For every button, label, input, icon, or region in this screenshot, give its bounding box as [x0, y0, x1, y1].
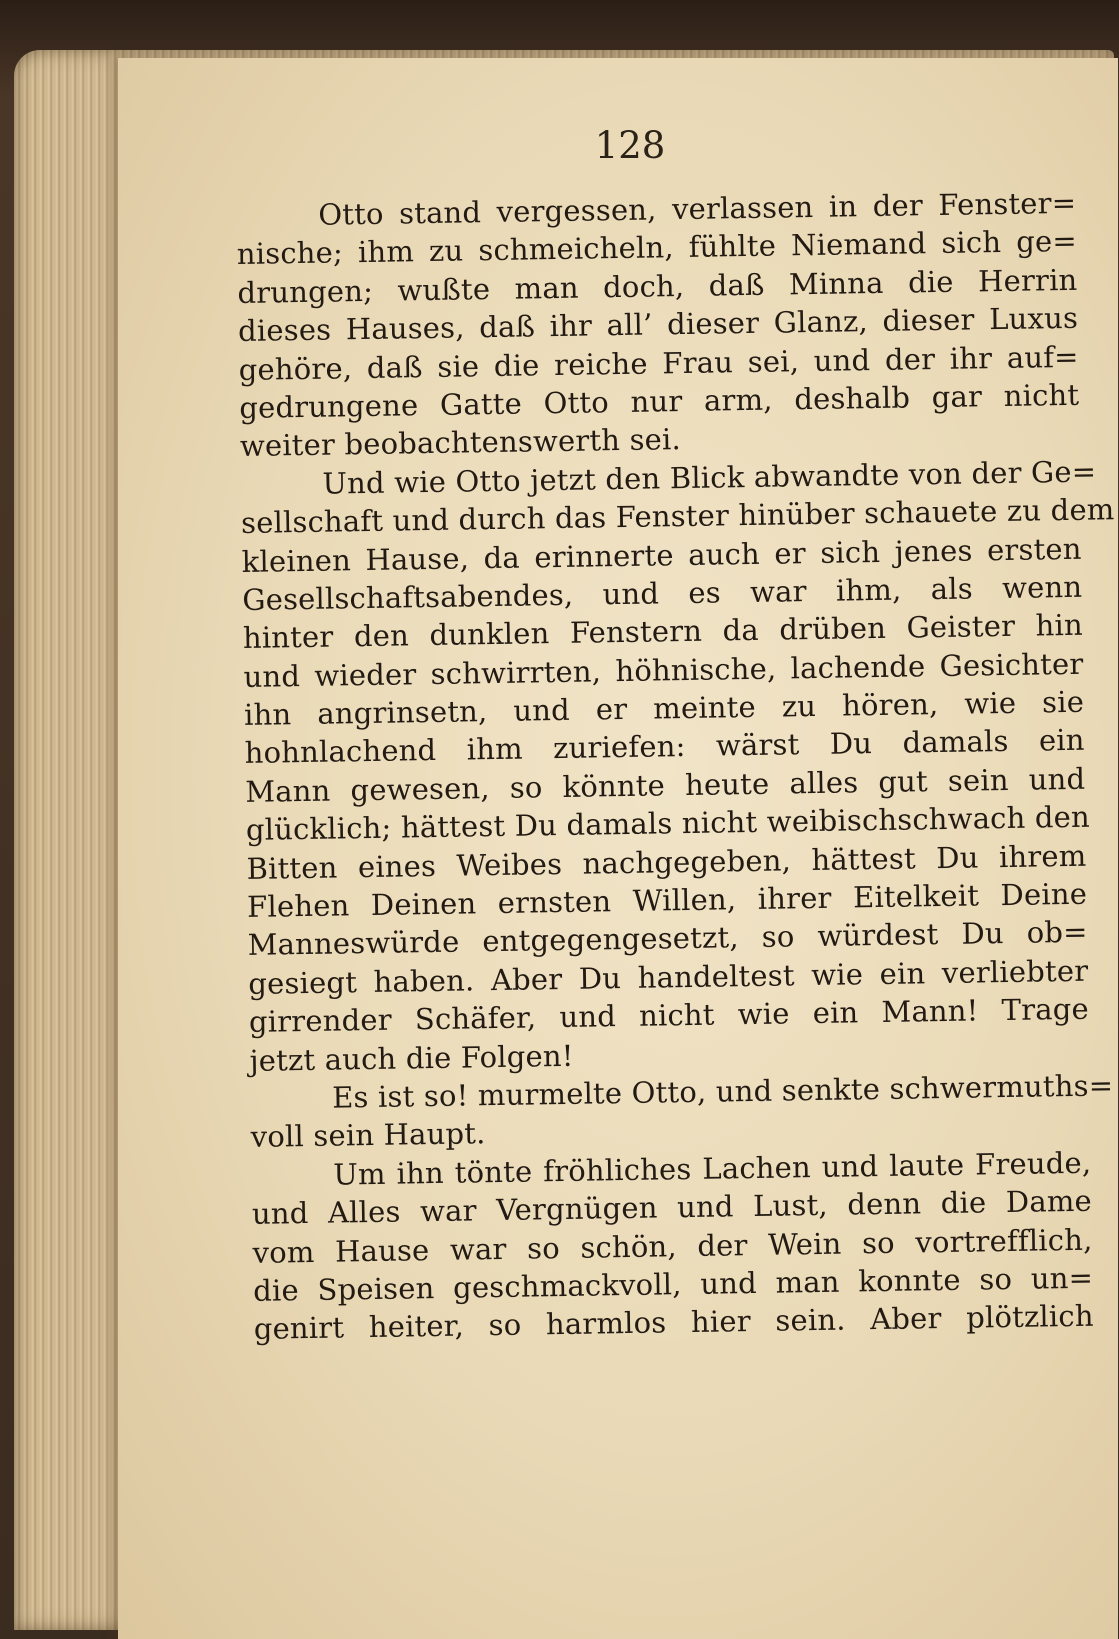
text-line: hohnlachend ihm zuriefen: wärst Du damals ein [244, 723, 1085, 771]
text-line: sellschaft und durch das Fenster hinüber schauete zu dem [240, 492, 1115, 541]
text-line: Um ihn tönte fröhliches Lachen und laute Freude, [333, 1145, 1092, 1192]
text-line: Flehen Deinen ernsten Willen, ihrer Eitelkeit Deine [246, 876, 1088, 924]
text-line: Gesellschaftsabendes, und es war ihm, als wenn [242, 569, 1083, 617]
text-line: jetzt auch die Folgen! [249, 1038, 574, 1078]
text-line: Bitten eines Weibes nachgegeben, hättest Du ihrem [246, 838, 1087, 886]
text-line: die Speisen geschmackvoll, und man konnte so un= [252, 1260, 1094, 1308]
text-line: gehöre, daß sie die reiche Frau sei, und der ihr auf= [238, 339, 1079, 387]
body-text [236, 184, 1115, 1349]
text-line: weiter beobachtenswerth sei. [239, 422, 682, 464]
text-line: drungen; wußte man doch, daß Minna die Herrin [237, 262, 1078, 310]
text-line: Es ist so! murmelte Otto, und senkte schwermuths= [331, 1068, 1114, 1115]
text-line: und Alles war Vergnügen und Lust, denn die Dame [251, 1183, 1093, 1232]
text-line: Manneswürde entgegengesetzt, so würdest Du ob= [247, 915, 1088, 963]
text-line: nische; ihm zu schmeicheln, fühlte Niemand sich ge= [236, 224, 1078, 272]
text-line: voll sein Haupt. [250, 1116, 486, 1155]
text-line: kleinen Hause, da erinnerte auch er sich jenes ersten [241, 531, 1082, 579]
text-line: vom Hause war so schön, der Wein so vortrefflich, [252, 1222, 1093, 1270]
text-line: Otto stand vergessen, verlassen in der Fenster= [318, 185, 1077, 232]
text-line: Mann gewesen, so könnte heute alles gut sein und [245, 761, 1086, 809]
text-line: gesiegt haben. Aber Du handeltest wie ein verliebter [248, 953, 1089, 1001]
text-line: hinter den dunklen Fenstern da drüben Geister hin [242, 608, 1084, 656]
text-line: genirt heiter, so harmlos hier sein. Aber plötzlich [253, 1298, 1094, 1347]
text-line: Und wie Otto jetzt den Blick abwandte von der Ge= [322, 454, 1097, 501]
text-line: girrender Schäfer, und nicht wie ein Mann! Trage [248, 991, 1090, 1040]
text-line: ihn angrinsetn, und er meinte zu hören, wie sie [243, 684, 1085, 733]
text-line: und wieder schwirrten, höhnische, lachende Gesichter [243, 646, 1084, 694]
text-line: gedrungene Gatte Otto nur arm, deshalb gar nicht [239, 377, 1080, 425]
page-number: 128 [594, 124, 666, 167]
text-line: glücklich; hättest Du damals nicht weibischschwach den [245, 799, 1091, 848]
text-line: dieses Hauses, daß ihr all’ dieser Glanz, dieser Luxus [237, 300, 1079, 349]
